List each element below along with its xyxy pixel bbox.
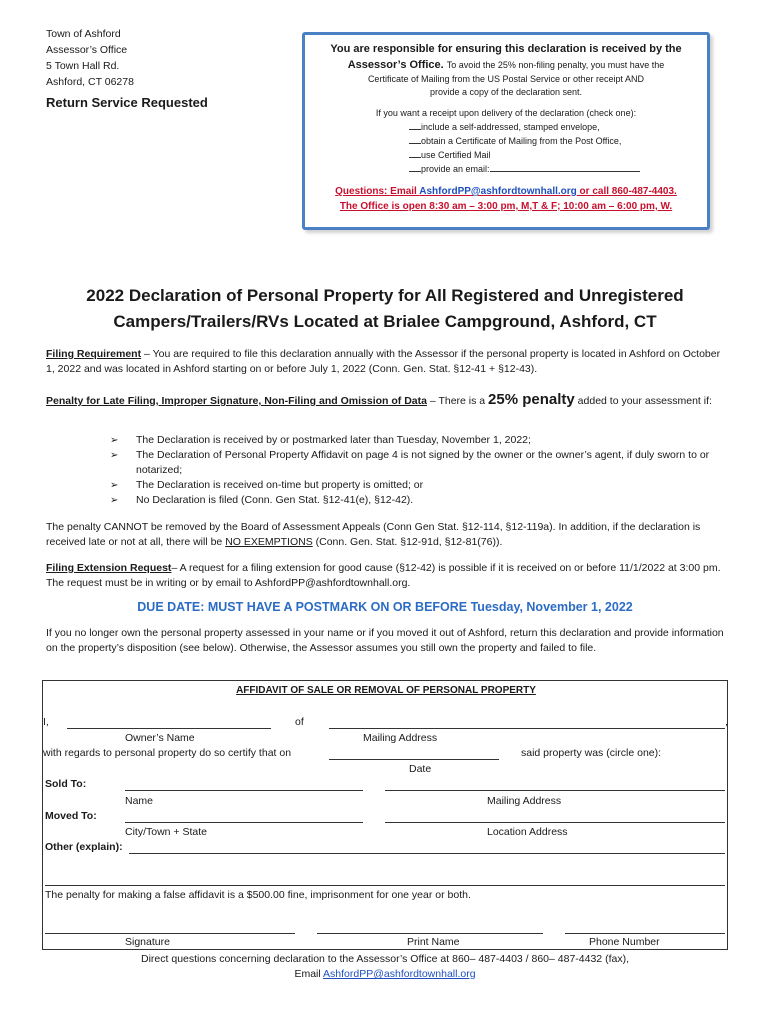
other-explain-field[interactable] — [129, 853, 725, 854]
due-date: DUE DATE: MUST HAVE A POSTMARK ON OR BEFORE Tuesday, November 1, 2022 — [137, 600, 633, 614]
extension-request: Filing Extension Request– A request for a filing extension for good cause (§12-42) is possible if it is received on or before 11/1/2022 at 3:00 pm. The request must be in writing or by email to AshfordPP@ashfordtownhall.org. — [46, 562, 721, 589]
questions-line: Questions: Email AshfordPP@ashfordtownhall.org or call 860-487-4403. — [335, 186, 677, 197]
signature-caption: Signature — [125, 936, 170, 948]
mailing-address-caption-2: Mailing Address — [487, 795, 562, 807]
moved-to-location-field[interactable] — [385, 822, 725, 823]
phone-caption: Phone Number — [589, 936, 660, 948]
receipt-option[interactable]: use Certified Mail — [409, 148, 699, 162]
penalty-bullet: ➢ The Declaration is received on-time but property is omitted; or — [110, 478, 726, 493]
callout-mail-line: Certificate of Mailing from the US Postal Service or other receipt AND — [367, 74, 645, 84]
i-label: I, — [43, 716, 49, 728]
sender-address — [46, 26, 134, 90]
owner-name-field[interactable] — [67, 728, 271, 729]
name-caption: Name — [125, 795, 154, 807]
circle-one-text: said property was (circle one): — [521, 747, 662, 759]
receipt-option[interactable]: obtain a Certificate of Mailing from the Post Office, — [409, 134, 699, 148]
other-explain-field-2[interactable] — [45, 885, 725, 886]
regards-text: with regards to personal property do so certify that on — [43, 747, 292, 759]
penalty-amount: 25% penalty — [488, 391, 575, 408]
affidavit-title: AFFIDAVIT OF SALE OR REMOVAL OF PERSONAL PROPERTY — [236, 685, 536, 696]
penalty-bullet: ➢ The Declaration of Personal Property Affidavit on page 4 is not signed by the owner or the owner’s agent, if duly sworn to or notarized; — [110, 448, 726, 478]
owner-name-caption: Owner’s Name — [125, 732, 195, 744]
ownership-note: If you no longer own the personal property assessed in your name or if you moved it out of Ashford, return this declaration and provide information on the property’s disposition (see below). Otherwise, the Assessor assumes you still own the property and failed to file. — [46, 627, 724, 654]
footer-contact: Direct questions concerning declaration to the Assessor’s Office at 860– 487-4403 / 860– 487-4432 (fax), Email AshfordPP@ashfordtownhall.org — [141, 953, 629, 980]
address-line: 5 Town Hall Rd. — [46, 60, 120, 72]
moved-to-option[interactable]: Moved To: — [45, 810, 97, 822]
penalty-bullet: ➢ The Declaration is received by or postmarked later than Tuesday, November 1, 2022; — [110, 433, 726, 448]
penalty-section: Penalty for Late Filing, Improper Signature, Non-Filing and Omission of Data – There is a 25% penalty added to your assessment if: — [46, 391, 712, 408]
receipt-intro: If you want a receipt upon delivery of the declaration (check one): — [375, 108, 637, 118]
print-name-field[interactable] — [317, 933, 543, 934]
questions-email-link[interactable]: AshfordPP@ashfordtownhall.org — [419, 186, 577, 197]
sold-to-option[interactable]: Sold To: — [45, 778, 87, 790]
receipt-options — [409, 120, 699, 176]
page-title: 2022 Declaration of Personal Property for All Registered and Unregistered Campers/Trailers/RVs Located at Brialee Campground, Ashford, CT — [86, 286, 684, 331]
callout-lead — [313, 41, 699, 73]
mailing-address-field[interactable] — [329, 728, 725, 729]
mailing-address-caption: Mailing Address — [363, 732, 438, 744]
affidavit-box: AFFIDAVIT OF SALE OR REMOVAL OF PERSONAL PROPERTY I, of , Owner’s Name Mailing Address with regards to personal property do so certify that on said property was (circle one): Date Sold To: Name Mailing Address Moved To: City/Town + State Location Address Other (explain): The penalty for making a false affidavit is a $500.00 fine, imprisonment for one year or both. Signature Print Name Phone Number — [42, 680, 728, 950]
filing-requirement: Filing Requirement – You are required to file this declaration annually with the Assessor if the personal property is located in Ashford on October 1, 2022 and was located in Ashford starting on or before July 1, 2022 (Conn. Gen. Stat. §12-41 + §12-43). — [46, 348, 721, 375]
city-caption: City/Town + State — [125, 826, 207, 838]
location-caption: Location Address — [487, 826, 568, 838]
print-name-caption: Print Name — [407, 936, 460, 948]
responsibility-callout — [302, 32, 710, 230]
signature-field[interactable] — [45, 933, 295, 934]
sold-to-name-field[interactable] — [125, 790, 363, 791]
office-hours: The Office is open 8:30 am – 3:00 pm, M,T & F; 10:00 am – 6:00 pm, W. — [339, 201, 673, 212]
receipt-option[interactable]: provide an email: — [409, 162, 699, 176]
other-option[interactable]: Other (explain): — [45, 841, 123, 853]
callout-mail-line: provide a copy of the declaration sent. — [429, 87, 583, 97]
address-line: Town of Ashford — [46, 28, 121, 40]
date-field[interactable] — [329, 759, 499, 760]
of-label: of — [295, 716, 304, 728]
callout-lead-text: You are responsible for ensuring this declaration is received by the Assessor’s Office. — [330, 43, 682, 71]
moved-to-city-field[interactable] — [125, 822, 363, 823]
sold-to-address-field[interactable] — [385, 790, 725, 791]
email-blank[interactable] — [490, 162, 640, 172]
phone-field[interactable] — [565, 933, 725, 934]
return-service-notice: Return Service Requested — [46, 95, 208, 110]
address-line: Assessor’s Office — [46, 44, 128, 56]
footer-email-link[interactable]: AshfordPP@ashfordtownhall.org — [323, 968, 476, 980]
date-caption: Date — [409, 763, 432, 775]
penalty-bullet: ➢ No Declaration is filed (Conn. Gen Stat. §12-41(e), §12-42). — [110, 493, 726, 508]
penalty-bullets — [46, 433, 726, 508]
false-affidavit-note: The penalty for making a false affidavit is a $500.00 fine, imprisonment for one year or both. — [45, 889, 471, 901]
receipt-option[interactable]: include a self-addressed, stamped envelope, — [409, 120, 699, 134]
address-line: Ashford, CT 06278 — [46, 76, 134, 88]
callout-lead-small: To avoid the 25% non-filing penalty, you must have the — [446, 60, 665, 70]
appeal-note: The penalty CANNOT be removed by the Board of Assessment Appeals (Conn Gen Stat. §12-114, §12-119a). In addition, if the declaration is received late or not at all, there will be NO EXEMPTIONS (Conn. Gen. Stat. §12-91d, §12-81(76)). — [46, 521, 701, 548]
